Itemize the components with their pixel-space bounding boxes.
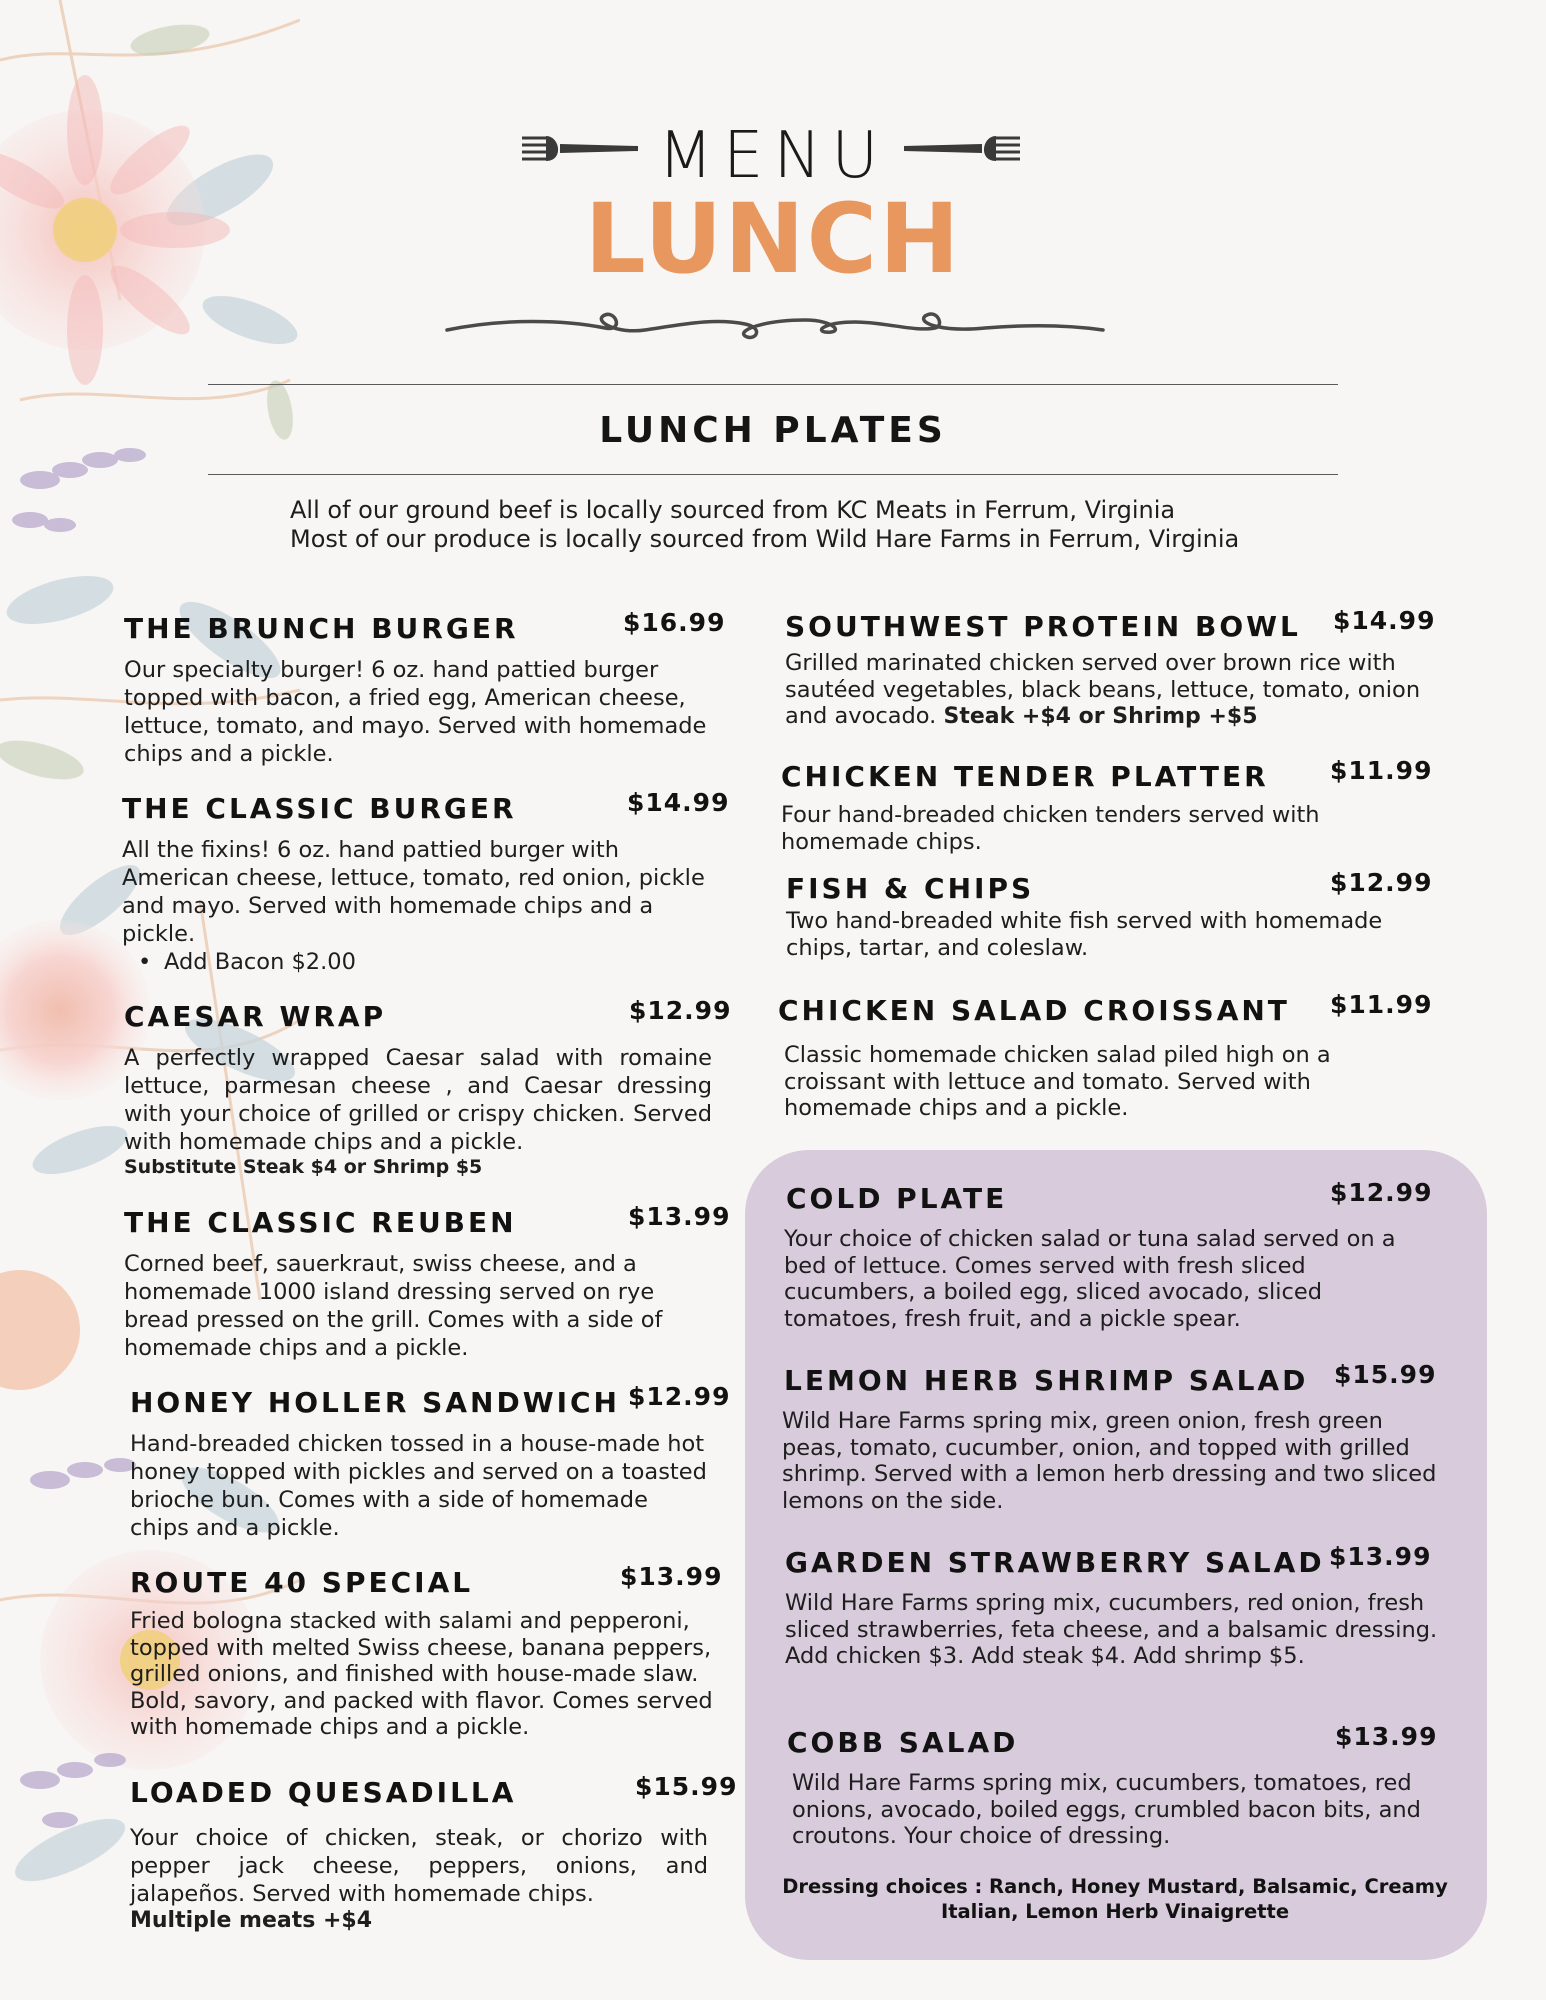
top-divider bbox=[208, 384, 1338, 385]
intro-line-produce: Most of our produce is locally sourced from Wild Hare Farms in Ferrum, Virginia bbox=[290, 525, 1240, 553]
item-name: THE CLASSIC REUBEN bbox=[124, 1206, 517, 1239]
item-price: $15.99 bbox=[1334, 1360, 1437, 1389]
bottom-divider bbox=[208, 474, 1338, 475]
intro-line-beef: All of our ground beef is locally sourced from KC Meats in Ferrum, Virginia bbox=[290, 496, 1176, 524]
item-name: COLD PLATE bbox=[786, 1182, 1008, 1215]
item-description: Our specialty burger! 6 oz. hand pattied burger topped with bacon, a fried egg, American cheese, lettuce, tomato, and mayo. Served with homemade chips and a pickle. bbox=[124, 657, 707, 767]
item-description: Wild Hare Farms spring mix, green onion, fresh green peas, tomato, cucumber, onion, and topped with grilled shrimp. Served with a lemon herb dressing and two sliced lemons on the side. bbox=[782, 1408, 1437, 1514]
menu-item-classic-burger bbox=[122, 788, 730, 976]
menu-item-garden-strawberry-salad bbox=[785, 1542, 1440, 1670]
item-price: $11.99 bbox=[1330, 990, 1433, 1019]
item-name: SOUTHWEST PROTEIN BOWL bbox=[785, 610, 1301, 643]
flourish-divider-icon bbox=[445, 298, 1105, 348]
menu-item-classic-reuben bbox=[124, 1202, 731, 1362]
item-price: $16.99 bbox=[623, 608, 726, 637]
meal-title: LUNCH bbox=[584, 183, 962, 295]
dressing-choices: Dressing choices : Ranch, Honey Mustard, Balsamic, Creamy Italian, Lemon Herb Vinaigrette bbox=[782, 1875, 1448, 1923]
item-description-text: Grilled marinated chicken served over brown rice with sautéed vegetables, black beans, lettuce, tomato, onion and avocado. bbox=[785, 650, 1421, 729]
item-name: THE BRUNCH BURGER bbox=[124, 612, 519, 645]
item-description: Four hand-breaded chicken tenders served with homemade chips. bbox=[781, 802, 1320, 855]
item-price: $15.99 bbox=[635, 1772, 738, 1801]
menu-item-loaded-quesadilla bbox=[130, 1772, 738, 1933]
item-addon: • Add Bacon $2.00 bbox=[138, 948, 712, 976]
item-name: HONEY HOLLER SANDWICH bbox=[130, 1386, 620, 1419]
section-title: LUNCH PLATES bbox=[599, 410, 947, 451]
item-price: $13.99 bbox=[628, 1202, 731, 1231]
item-name: THE CLASSIC BURGER bbox=[122, 792, 517, 825]
menu-item-honey-holler-sandwich bbox=[130, 1382, 731, 1542]
item-note: Steak +$4 or Shrimp +$5 bbox=[943, 704, 1258, 729]
item-description: Fried bologna stacked with salami and pepperoni, topped with melted Swiss cheese, banana peppers, grilled onions, and finished with house-made slaw. Bold, savory, and packed with flavor. Comes served with homemade chips and a pickle. bbox=[130, 1608, 713, 1740]
fork-right-icon bbox=[902, 128, 1022, 168]
menu-item-chicken-salad-croissant bbox=[778, 990, 1438, 1122]
menu-item-southwest-protein-bowl bbox=[785, 606, 1450, 731]
item-price: $13.99 bbox=[1335, 1722, 1438, 1751]
menu-title: MENU bbox=[657, 119, 889, 193]
item-name: CHICKEN TENDER PLATTER bbox=[781, 760, 1269, 793]
item-name: GARDEN STRAWBERRY SALAD bbox=[785, 1546, 1325, 1579]
item-price: $13.99 bbox=[620, 1562, 723, 1591]
item-description: Wild Hare Farms spring mix, cucumbers, red onion, fresh sliced strawberries, feta cheese, and a balsamic dressing. Add chicken $3. Add steak $4. Add shrimp $5. bbox=[785, 1590, 1438, 1669]
menu-item-cold-plate bbox=[784, 1178, 1441, 1332]
menu-item-brunch-burger bbox=[124, 608, 726, 768]
item-description: Wild Hare Farms spring mix, cucumbers, tomatoes, red onions, avocado, boiled eggs, crumbled bacon bits, and croutons. Your choice of dressing. bbox=[792, 1770, 1421, 1849]
item-description: Classic homemade chicken salad piled high on a croissant with lettuce and tomato. Served with homemade chips and a pickle. bbox=[784, 1042, 1331, 1121]
item-price: $14.99 bbox=[627, 788, 730, 817]
menu-item-fish-and-chips bbox=[786, 868, 1433, 961]
sourcing-intro bbox=[290, 496, 1239, 554]
item-price: $12.99 bbox=[629, 996, 732, 1025]
item-description: Hand-breaded chicken tossed in a house-made hot honey topped with pickles and served on a toasted brioche bun. Comes with a side of homemade chips and a pickle. bbox=[130, 1431, 707, 1541]
item-name: LOADED QUESADILLA bbox=[130, 1776, 517, 1809]
menu-item-route-40-special bbox=[130, 1562, 723, 1741]
item-description: A perfectly wrapped Caesar salad with romaine lettuce, parmesan cheese , and Caesar dressing with your choice of grilled or crispy chicken. Served with homemade chips and a pickle. bbox=[124, 1045, 712, 1155]
item-name: ROUTE 40 SPECIAL bbox=[130, 1566, 474, 1599]
menu-item-caesar-wrap bbox=[124, 996, 732, 1178]
item-note: Multiple meats +$4 bbox=[130, 1908, 373, 1933]
item-price: $11.99 bbox=[1330, 756, 1433, 785]
item-price: $13.99 bbox=[1329, 1542, 1432, 1571]
item-name: CHICKEN SALAD CROISSANT bbox=[778, 994, 1290, 1027]
item-description: Your choice of chicken, steak, or chorizo with pepper jack cheese, peppers, onions, and jalapeños. Served with homemade chips. bbox=[130, 1825, 708, 1907]
item-description bbox=[785, 650, 1450, 731]
item-name: COBB SALAD bbox=[787, 1726, 1019, 1759]
item-note: Substitute Steak $4 or Shrimp $5 bbox=[124, 1156, 483, 1178]
menu-item-chicken-tender-platter bbox=[781, 756, 1433, 855]
item-description: All the fixins! 6 oz. hand pattied burger with American cheese, lettuce, tomato, red onion, pickle and mayo. Served with homemade chips and a pickle. bbox=[122, 837, 705, 947]
item-price: $12.99 bbox=[628, 1382, 731, 1411]
menu-item-cobb-salad bbox=[787, 1722, 1438, 1850]
item-description: Your choice of chicken salad or tuna salad served on a bed of lettuce. Comes served with fresh sliced cucumbers, a boiled egg, sliced avocado, sliced tomatoes, fresh fruit, and a pickle spear. bbox=[784, 1226, 1396, 1332]
item-description: Two hand-breaded white fish served with homemade chips, tartar, and coleslaw. bbox=[786, 908, 1383, 961]
item-description: Corned beef, sauerkraut, swiss cheese, and a homemade 1000 island dressing served on rye bread pressed on the grill. Comes with a side of homemade chips and a pickle. bbox=[124, 1251, 663, 1361]
item-name: CAESAR WRAP bbox=[124, 1000, 387, 1033]
item-price: $14.99 bbox=[1333, 606, 1436, 635]
menu-item-lemon-herb-shrimp-salad bbox=[782, 1360, 1444, 1514]
item-price: $12.99 bbox=[1330, 868, 1433, 897]
item-name: LEMON HERB SHRIMP SALAD bbox=[784, 1364, 1309, 1397]
item-name: FISH & CHIPS bbox=[786, 872, 1035, 905]
item-price: $12.99 bbox=[1330, 1178, 1433, 1207]
